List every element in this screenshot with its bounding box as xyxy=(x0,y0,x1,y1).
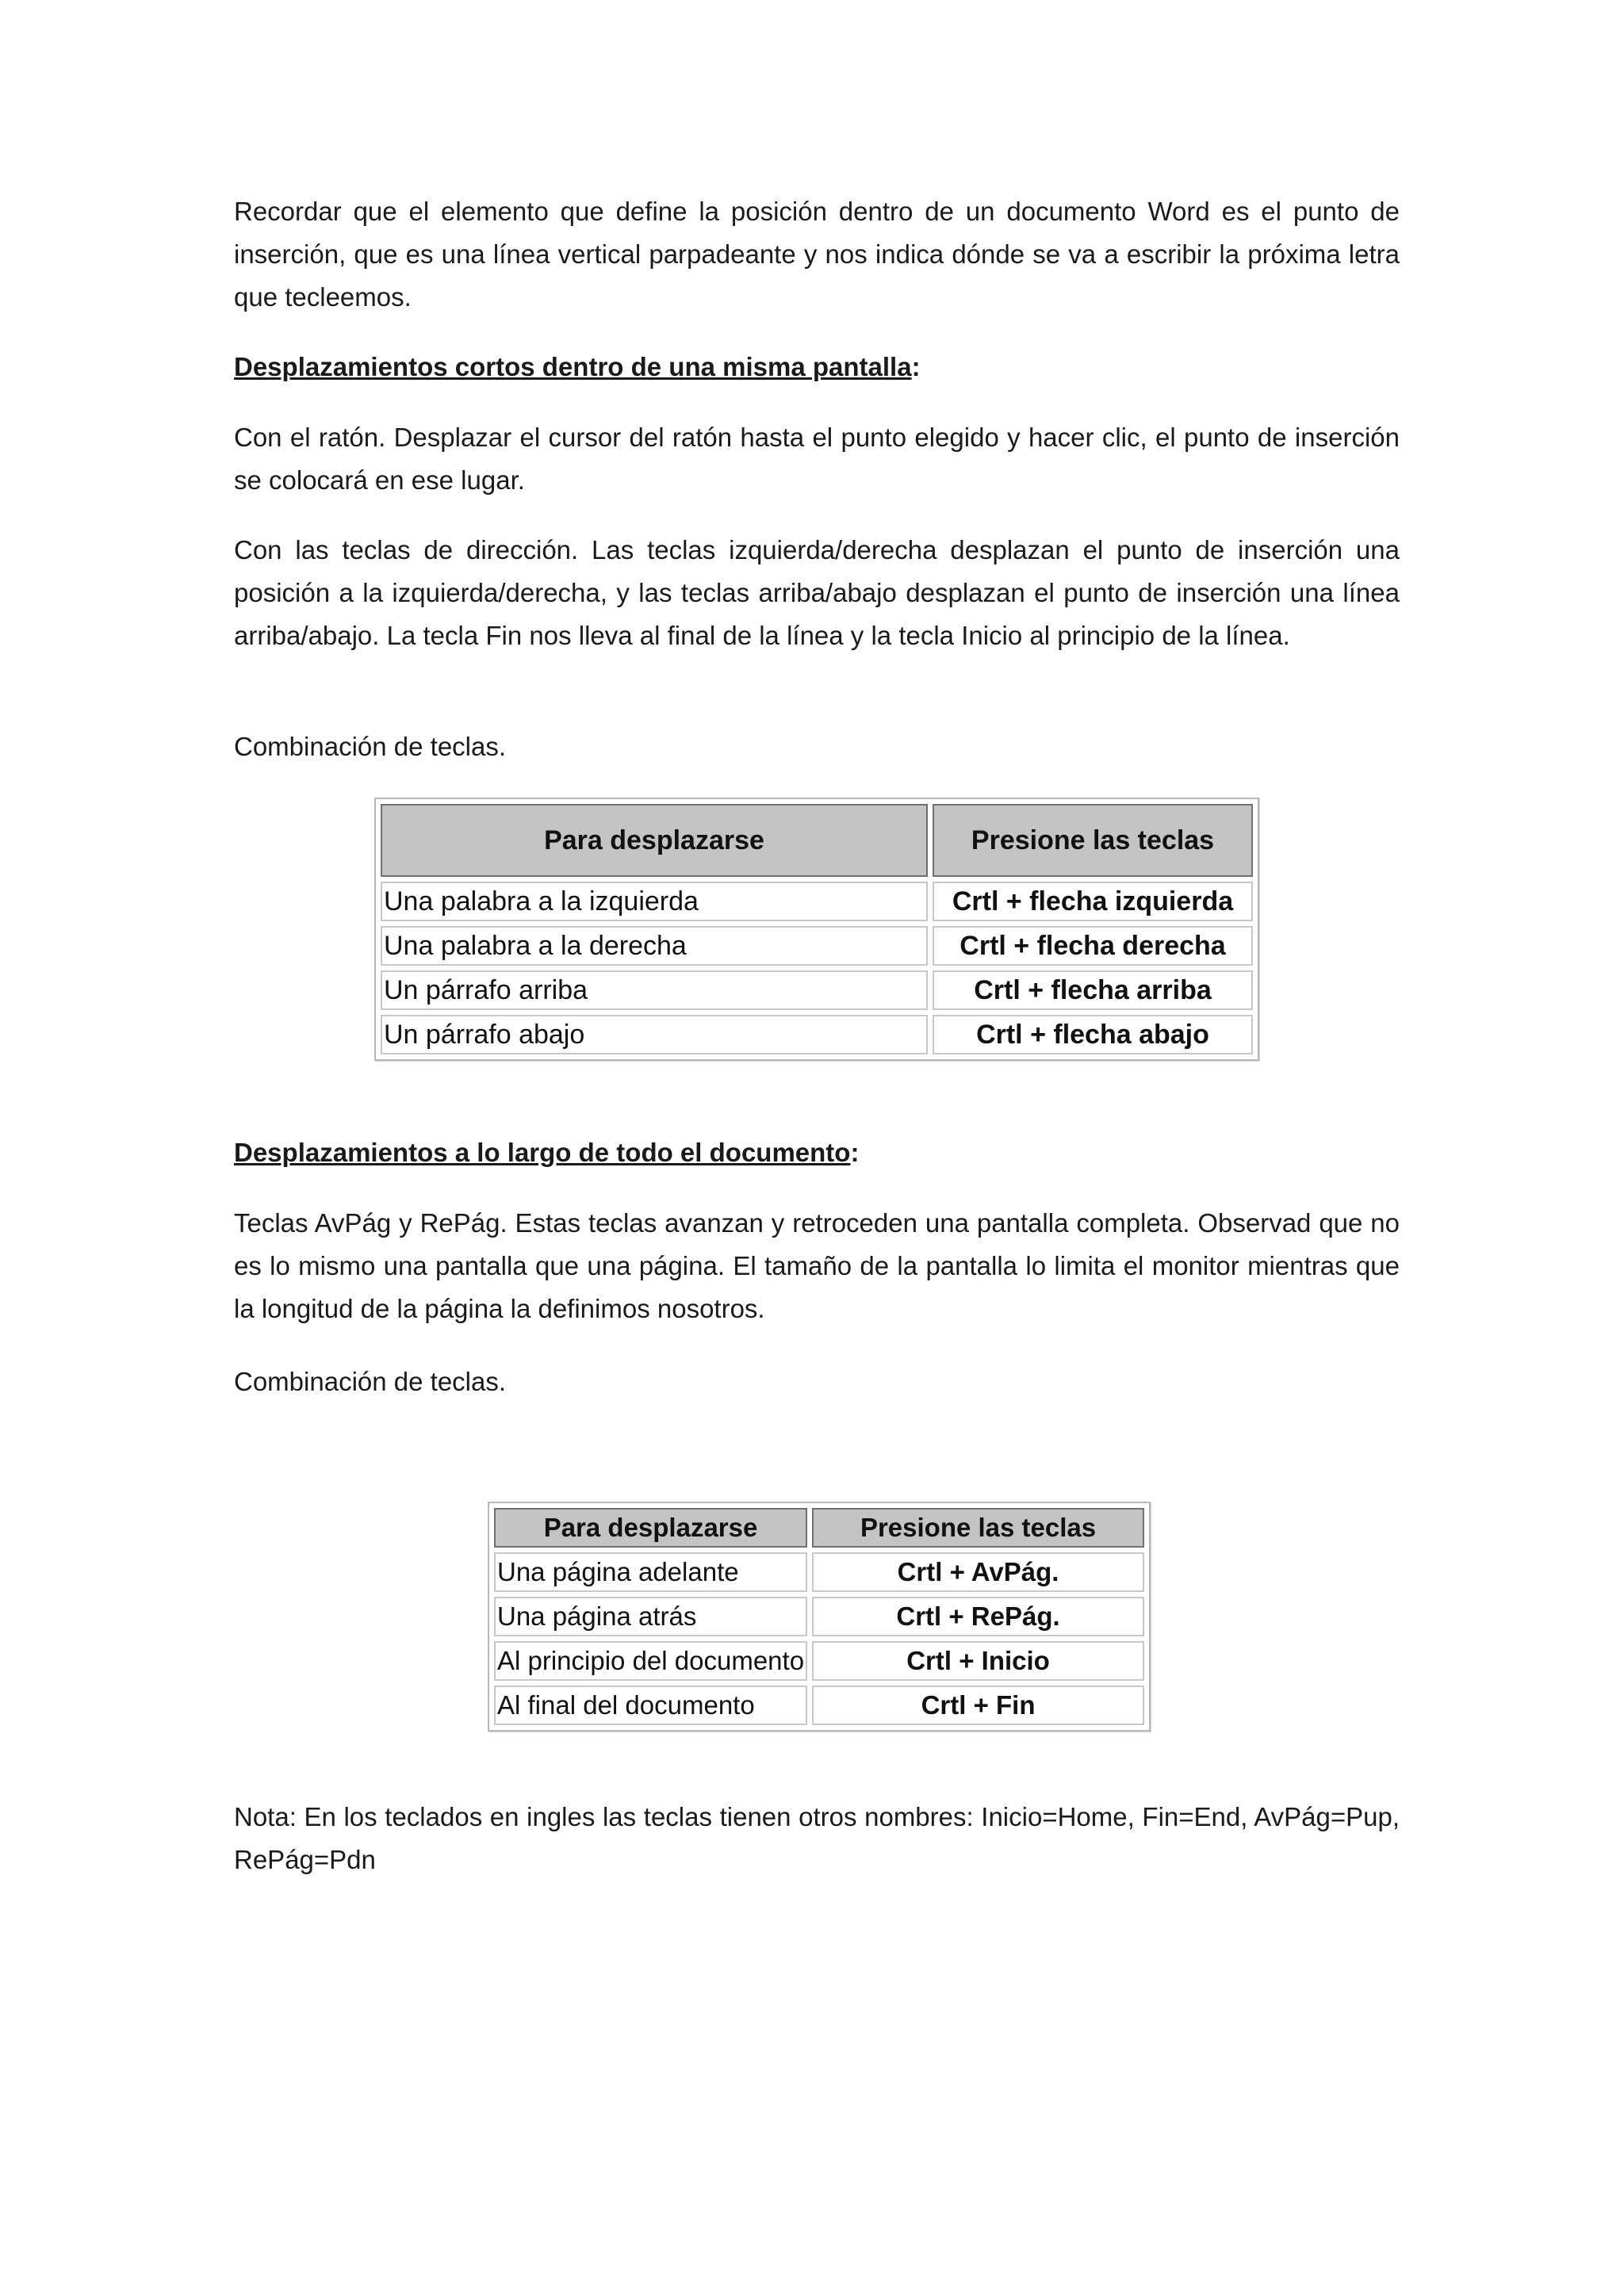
section2-paragraph-combo: Combinación de teclas. xyxy=(234,1367,507,1396)
section2-paragraph-avpag: Teclas AvPág y RePág. Estas teclas avanzan y retroceden una pantalla completa. Observad que no es lo mismo una pantalla que una página. El tamaño de la pantalla lo limita el monitor mientras que la longitud de la página la definimos nosotros. xyxy=(234,1208,1400,1323)
table-cell-action: Una página adelante xyxy=(494,1552,807,1592)
table-cell-keys: Crtl + Inicio xyxy=(812,1641,1144,1681)
section1-heading xyxy=(234,346,921,388)
table-cell-action: Al principio del documento xyxy=(494,1641,807,1681)
table-cell-keys: Crtl + RePág. xyxy=(812,1597,1144,1636)
table-cell-keys: Crtl + flecha abajo xyxy=(933,1015,1253,1054)
table-header-row xyxy=(381,804,1253,877)
section2-heading-text: Desplazamientos a lo largo de todo el documento xyxy=(234,1138,851,1167)
table-header-cell: Para desplazarse xyxy=(494,1508,807,1548)
table-header-row xyxy=(494,1508,1144,1548)
table-row xyxy=(494,1686,1144,1725)
section1-heading-text: Desplazamientos cortos dentro de una misma pantalla xyxy=(234,352,912,381)
table-cell-action: Una página atrás xyxy=(494,1597,807,1636)
section1-paragraph-arrows: Con las teclas de dirección. Las teclas izquierda/derecha desplazan el punto de inserción una posición a la izquierda/derecha, y las teclas arriba/abajo desplazan el punto de inserción una línea arriba/abajo. La tecla Fin nos lleva al final de la línea y la tecla Inicio al principio de la línea. xyxy=(234,535,1400,650)
table-row xyxy=(494,1552,1144,1592)
table-row xyxy=(381,926,1253,966)
note-paragraph: Nota: En los teclados en ingles las teclas tienen otros nombres: Inicio=Home, Fin=End, AvPág=Pup, RePág=Pdn xyxy=(234,1802,1400,1874)
section2-heading xyxy=(234,1131,859,1174)
table-cell-action: Al final del documento xyxy=(494,1686,807,1725)
table-cell-keys: Crtl + flecha izquierda xyxy=(933,882,1253,921)
table-cell-action: Un párrafo abajo xyxy=(381,1015,928,1054)
table-row xyxy=(494,1597,1144,1636)
section1-heading-colon: : xyxy=(911,352,921,381)
table-row xyxy=(381,970,1253,1010)
table-cell-keys: Crtl + Fin xyxy=(812,1686,1144,1725)
table-row xyxy=(381,882,1253,921)
intro-paragraph: Recordar que el elemento que define la posición dentro de un documento Word es el punto de inserción, que es una línea vertical parpadeante y nos indica dónde se va a escribir la próxima letra que tecleemos. xyxy=(234,197,1400,312)
table-header-cell: Presione las teclas xyxy=(933,804,1253,877)
shortcuts-table-screen xyxy=(374,798,1259,1061)
section1-paragraph-mouse: Con el ratón. Desplazar el cursor del ratón hasta el punto elegido y hacer clic, el punto de inserción se colocará en ese lugar. xyxy=(234,423,1400,495)
table-cell-keys: Crtl + AvPág. xyxy=(812,1552,1144,1592)
section1-paragraph-combo: Combinación de teclas. xyxy=(234,732,507,761)
table-cell-keys: Crtl + flecha arriba xyxy=(933,970,1253,1010)
table-cell-keys: Crtl + flecha derecha xyxy=(933,926,1253,966)
table-header-cell: Para desplazarse xyxy=(381,804,928,877)
shortcuts-table-document xyxy=(488,1502,1151,1732)
table-cell-action: Una palabra a la derecha xyxy=(381,926,928,966)
table-row xyxy=(381,1015,1253,1054)
table-row xyxy=(494,1641,1144,1681)
section2-heading-colon: : xyxy=(850,1138,860,1167)
table-header-cell: Presione las teclas xyxy=(812,1508,1144,1548)
table-cell-action: Una palabra a la izquierda xyxy=(381,882,928,921)
table-cell-action: Un párrafo arriba xyxy=(381,970,928,1010)
